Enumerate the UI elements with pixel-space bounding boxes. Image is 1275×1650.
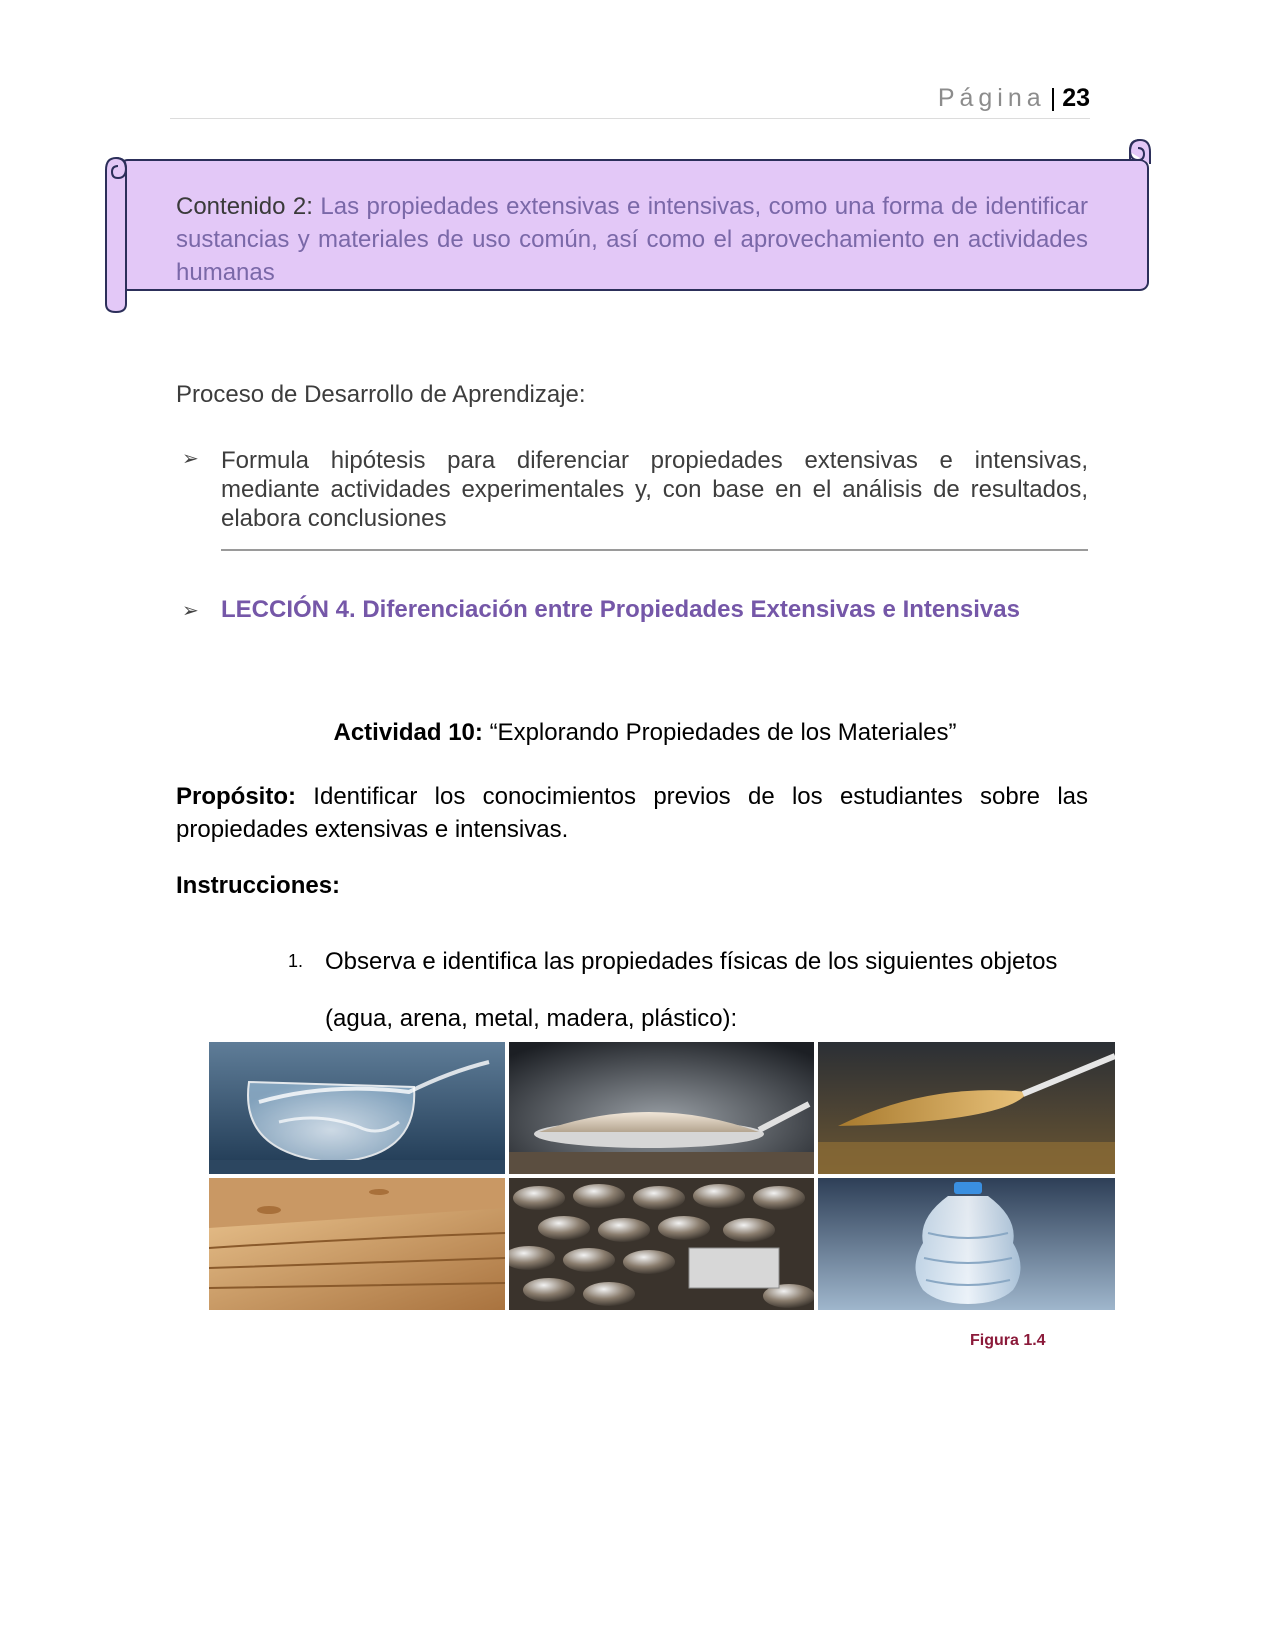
- process-list: [176, 446, 1088, 533]
- water-glass-image: [209, 1042, 505, 1174]
- instruction-step: [288, 933, 1088, 1047]
- activity-title: [170, 719, 1090, 747]
- sand-spoon-silver-image: [509, 1042, 814, 1174]
- instructions-heading: Instrucciones:: [176, 872, 341, 899]
- page-separator: |: [1049, 84, 1057, 112]
- process-item: Formula hipótesis para diferenciar propiedades extensivas e intensivas, mediante actividades experimentales y, con base en el análisis de resultados, elabora conclusiones: [221, 447, 1088, 532]
- purpose-paragraph: [176, 780, 1088, 846]
- process-heading: Proceso de Desarrollo de Aprendizaje:: [176, 381, 586, 408]
- metal-pieces-image: [509, 1178, 814, 1310]
- page-number: 23: [1062, 84, 1090, 112]
- lesson-title: LECCIÓN 4. Diferenciación entre Propiedades Extensivas e Intensivas: [221, 596, 1020, 623]
- purpose-text: Identificar los conocimientos previos de los estudiantes sobre las propiedades extensivas e intensivas.: [176, 783, 1088, 843]
- arrow-bullet-icon: ➢: [182, 448, 199, 470]
- plastic-bottle-image: [818, 1178, 1115, 1310]
- divider: [221, 549, 1088, 551]
- arrow-bullet-icon: ➢: [182, 600, 199, 622]
- activity-name: “Explorando Propiedades de los Materiales”: [489, 719, 957, 746]
- purpose-label: Propósito:: [176, 783, 296, 810]
- page-word: Página: [937, 84, 1046, 112]
- sand-spoon-gold-image: [818, 1042, 1115, 1174]
- content-banner-text: [176, 190, 1088, 289]
- step-number: 1.: [288, 951, 304, 971]
- banner-lead: Contenido 2:: [176, 193, 313, 220]
- figure-caption: Figura 1.4: [970, 1332, 1046, 1349]
- wood-plank-image: [209, 1178, 505, 1310]
- lesson-item: [176, 596, 1136, 624]
- banner-body: Las propiedades extensivas e intensivas, como una forma de identificar sustancias y materiales de uso común, así como el aprovechamiento en actividades humanas: [176, 193, 1088, 286]
- materials-image-grid: [209, 1042, 1115, 1310]
- page-header: [170, 78, 1090, 119]
- activity-label: Actividad 10:: [333, 719, 483, 746]
- step-text: Observa e identifica las propiedades físicas de los siguientes objetos (agua, arena, metal, madera, plástico):: [325, 948, 1058, 1032]
- page-number-label: [938, 84, 1090, 113]
